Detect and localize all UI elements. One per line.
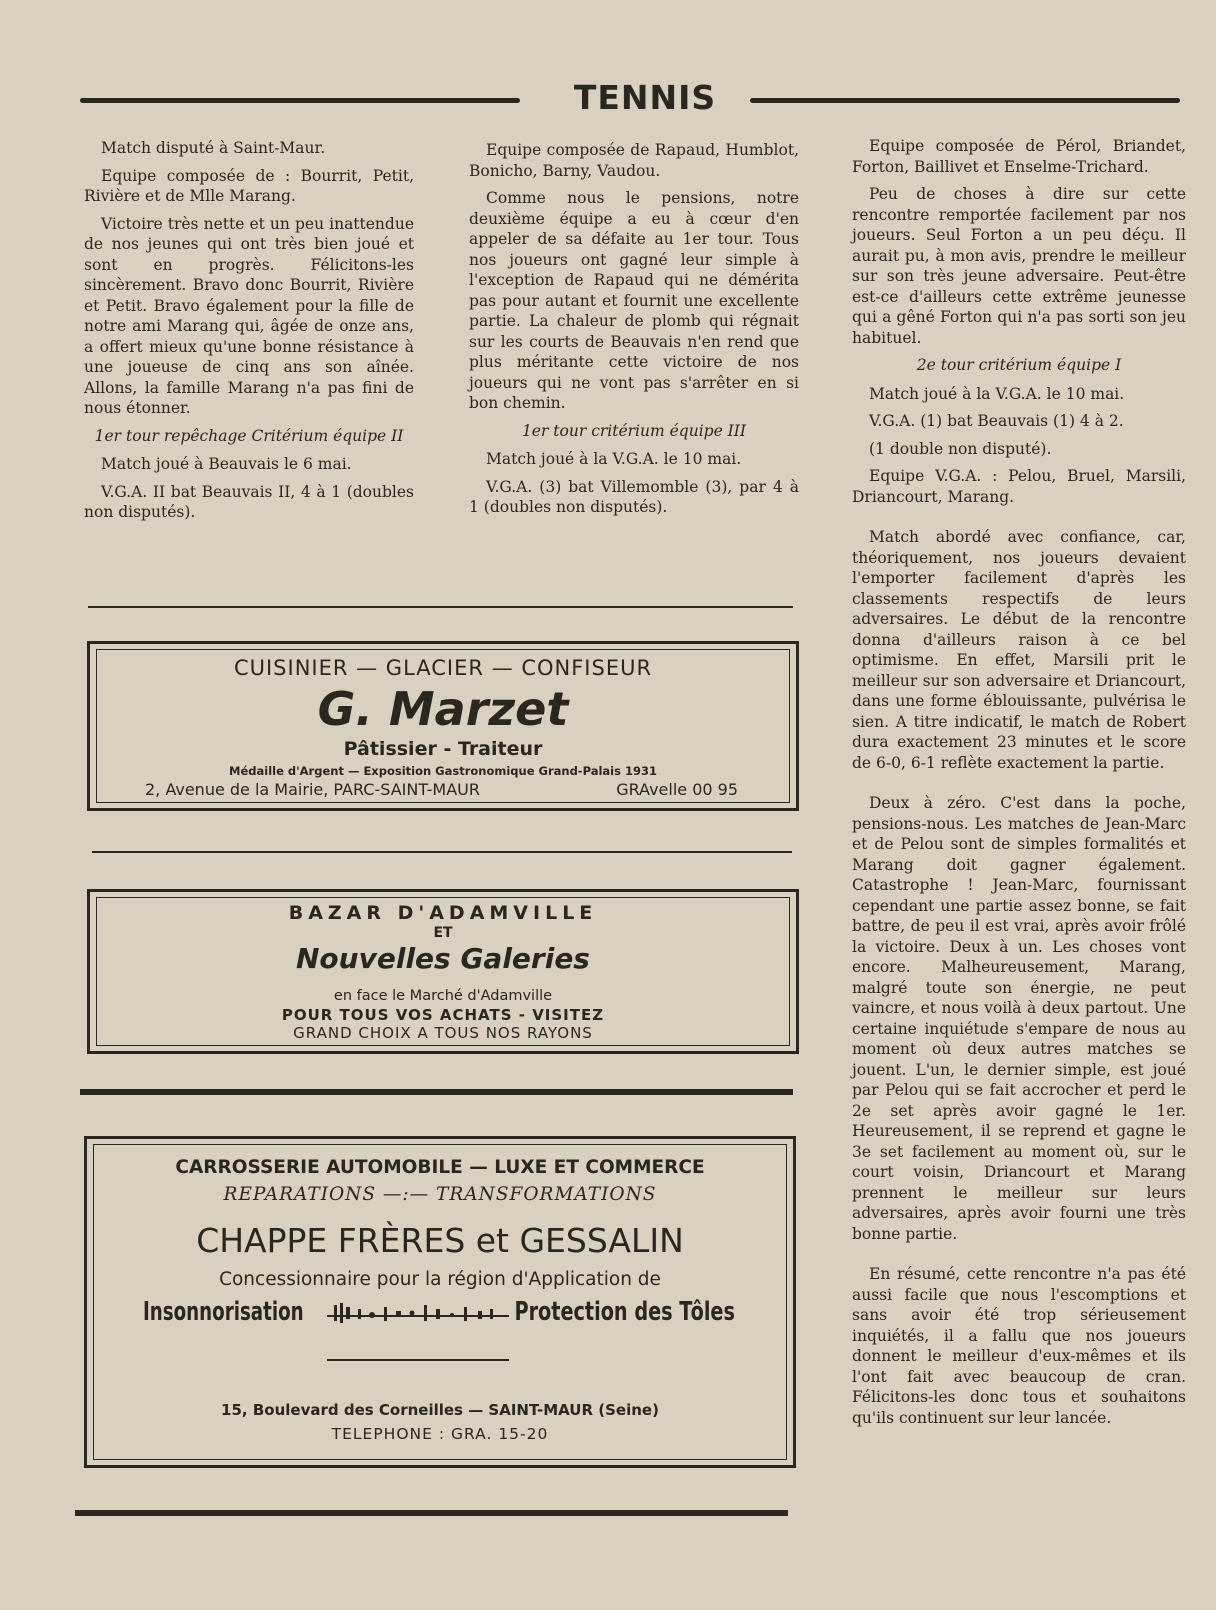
ad-rule xyxy=(327,1359,509,1361)
paragraph: Equipe V.G.A. : Pelou, Bruel, Marsili, Driancourt, Marang. xyxy=(852,467,1186,506)
paragraph: Comme nous le pensions, notre deuxième équipe a eu à cœur d'en appeler de sa défaite au 1er tour. Tous nos joueurs ont gagné leur simple à l'exception de Rapaud qui ne démérita pas pour autant et fournit une excellente partie. La chaleur de plomb qui régnait sur les courts de Beauvais n'en rend que plus méritante cette victoire de nos joueurs qui ne vont pas s'arrêter en si bon chemin. xyxy=(469,189,799,412)
paragraph: Match abordé avec confiance, car, théoriquement, nos joueurs devaient l'emporter facilement d'après les classements respectifs de leurs adversaires. Le début de la rencontre donna d'ailleurs raison à ce bel optimisme. En effet, Marsili prit le meilleur sur son adversaire et Driancourt, dans une forme éblouissante, pulvérisa le sien. A titre indicatif, le match de Robert dura exactement 23 minutes et le score de 6-0, 6-1 reflète exactement la partie. xyxy=(852,528,1186,772)
header-rule-left xyxy=(80,98,520,103)
paragraph: Victoire très nette et un peu inattendue de nos jeunes qui ont très bien joué et sont en progrès. Félicitons-les sincèrement. Bravo donc Bourrit, Rivière et Petit. Bravo également pour la fille de notre ami Marang qui, âgée de onze ans, a offert mieux qu'une bonne résistance à une joueuse de cinq ans son aînée. Allons, la famille Marang n'a pas fini de nous étonner. xyxy=(84,214,414,417)
ad-address: 2, Avenue de la Mairie, PARC-SAINT-MAUR xyxy=(145,780,480,799)
advertisement-marzet xyxy=(87,641,799,811)
separator-rule xyxy=(88,606,793,608)
paragraph: Equipe composée de Pérol, Briandet, Forton, Baillivet et Enselme-Trichard. xyxy=(852,137,1186,176)
ad-brand-name: Nouvelles Galeries xyxy=(296,942,590,975)
subheading: 2e tour critérium équipe I xyxy=(916,356,1122,374)
ad-line: CARROSSERIE AUTOMOBILE — LUXE ET COMMERCE xyxy=(175,1157,705,1178)
paragraph: V.G.A. (1) bat Beauvais (1) 4 à 2. xyxy=(869,412,1124,430)
ad-line: en face le Marché d'Adamville xyxy=(333,988,553,1004)
product-logo-icon xyxy=(332,1299,500,1329)
paragraph: Match joué à la V.G.A. le 10 mai. xyxy=(869,384,1125,403)
article-column-3 xyxy=(852,136,1186,1435)
ad-line: CUISINIER — GLACIER — CONFISEUR xyxy=(233,656,653,680)
ad-line: GRAND CHOIX A TOUS NOS RAYONS xyxy=(293,1024,593,1042)
paragraph: En résumé, cette rencontre n'a pas été aussi facile que nous l'escomptions et sans avoir été trop sérieusement inquiétés, il a fallu que nos joueurs donnent le meilleur d'eux-mêmes et ils l'ont fait avec beaucoup de cran. Félicitons-les donc tous et souhaitons qu'ils continuent sur leur lancée. xyxy=(852,1265,1186,1427)
paragraph: Equipe composée de Rapaud, Humblot, Bonicho, Barny, Vaudou. xyxy=(469,141,799,180)
paragraph: Equipe composée de : Bourrit, Petit, Rivière et de Mlle Marang. xyxy=(84,166,414,205)
subheading: 1er tour critérium équipe III xyxy=(521,421,747,440)
paragraph: V.G.A. (3) bat Villemomble (3), par 4 à 1 (doubles non disputés). xyxy=(469,477,799,516)
header-rule-right xyxy=(750,98,1180,103)
ad-tag-left: Insonnorisation xyxy=(143,1297,304,1327)
subheading: 1er tour repêchage Critérium équipe II xyxy=(94,426,404,445)
separator-rule xyxy=(75,1510,788,1516)
separator-rule xyxy=(80,1089,793,1095)
separator-rule xyxy=(92,851,792,853)
article-column-2 xyxy=(469,140,799,525)
ad-brand-name: CHAPPE FRÈRES et GESSALIN xyxy=(196,1221,684,1260)
advertisement-bazar xyxy=(87,889,799,1054)
ad-phone: TELEPHONE : GRA. 15-20 xyxy=(331,1425,549,1443)
paragraph: Match joué à la V.G.A. le 10 mai. xyxy=(486,450,742,468)
paragraph: Match joué à Beauvais le 6 mai. xyxy=(101,455,352,473)
ad-tag-right: Protection des Tôles xyxy=(514,1297,735,1327)
paragraph: (1 double non disputé). xyxy=(869,439,1052,458)
section-title: TENNIS xyxy=(573,78,717,117)
paragraph: Peu de choses à dire sur cette rencontre remportée facilement par nos joueurs. Seul Forton a un peu déçu. Il aurait pu, à mon avis, prendre le meilleur sur son très jeune adversaire. Peut-être est-ce d'ailleurs cette extrême jeunesse qui a gêné Forton qui n'a pas sorti son jeu habituel. xyxy=(852,185,1186,347)
ad-line: POUR TOUS VOS ACHATS - VISITEZ xyxy=(281,1006,605,1024)
paragraph: V.G.A. II bat Beauvais II, 4 à 1 (doubles non disputés). xyxy=(84,482,414,521)
ad-address: 15, Boulevard des Corneilles — SAINT-MAUR (Seine) xyxy=(221,1401,659,1419)
ad-line: REPARATIONS —:— TRANSFORMATIONS xyxy=(223,1184,657,1205)
ad-line: BAZAR D'ADAMVILLE xyxy=(288,902,598,924)
ad-line: Médaille d'Argent — Exposition Gastronomique Grand-Palais 1931 xyxy=(229,764,657,778)
paragraph: Match disputé à Saint-Maur. xyxy=(101,139,326,157)
ad-brand-name: G. Marzet xyxy=(317,682,569,736)
section-header xyxy=(80,80,1180,120)
advertisement-chappe xyxy=(84,1136,796,1468)
ad-phone: GRAvelle 00 95 xyxy=(616,780,738,799)
ad-line: ET xyxy=(433,925,453,941)
ad-line: Pâtissier - Traiteur xyxy=(343,738,543,760)
ad-line: Concessionnaire pour la région d'Application de xyxy=(219,1269,661,1290)
article-column-1 xyxy=(84,138,414,530)
paragraph: Deux à zéro. C'est dans la poche, pensions-nous. Les matches de Jean-Marc et de Pelou sont de simples formalités et Marang doit gagner également. Catastrophe ! Jean-Marc, fournissant cependant une partie assez bonne, se fait battre, de peu il est vrai, après avoir frôlé la victoire. Deux à un. Les choses vont encore. Malheureusement, Marang, malgré toute son énergie, ne peut vaincre, et nous voilà à deux partout. Une certaine inquiétude s'empare de nous au moment où deux autres matches se jouent. L'un, le dernier simple, est joué par Pelou qui se fait accrocher et perd le 2e set après avoir gagné le 1er. Heureusement, il se reprend et gagne le 3e set facilement au moment où, sur le court voisin, Driancourt et Marang prennent le meilleur sur leurs adversaires, après avoir fourni une très bonne partie. xyxy=(852,794,1186,1243)
